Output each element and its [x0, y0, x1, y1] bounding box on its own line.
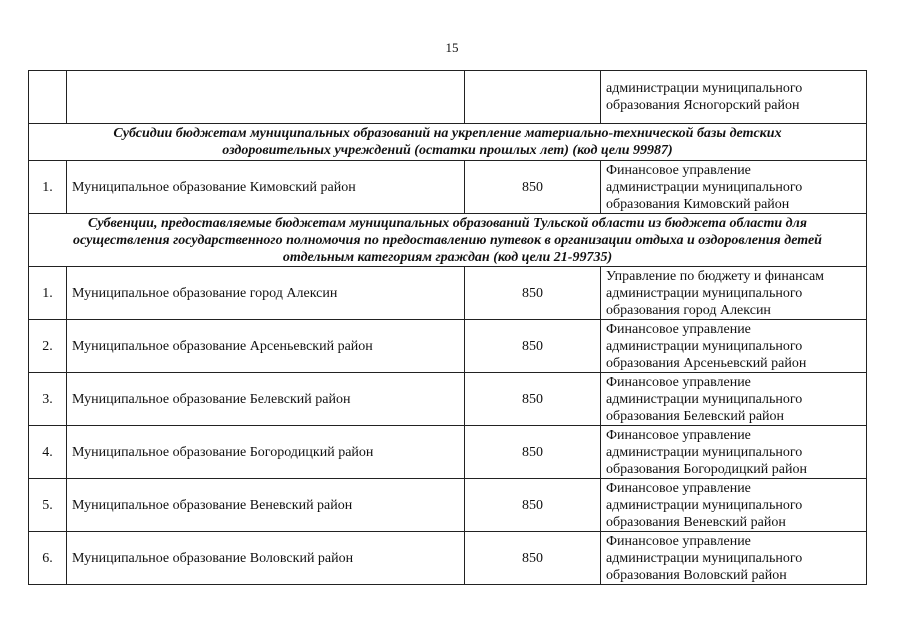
- code-value: 850: [465, 267, 601, 320]
- administrator-line: администрации муниципального: [606, 338, 803, 354]
- section-title: [29, 124, 867, 161]
- row-number: 5.: [29, 479, 67, 532]
- administrator-line: Финансовое управление: [606, 427, 751, 443]
- administrator-name: [601, 373, 867, 426]
- administrator-name: [601, 479, 867, 532]
- administrator-line: образования Арсеньевский район: [606, 355, 807, 371]
- municipality-name: [67, 71, 465, 124]
- table-row: [29, 532, 867, 585]
- administrator-line: администрации муниципального: [606, 444, 803, 460]
- allocation-table: [28, 70, 867, 585]
- section-title-line: Субсидии бюджетам муниципальных образований на укрепление материально-технической базы детских: [113, 126, 782, 141]
- administrator-line: Финансовое управление: [606, 374, 751, 390]
- code-value: [465, 71, 601, 124]
- row-number: 6.: [29, 532, 67, 585]
- section-title: [29, 214, 867, 267]
- table-row: [29, 161, 867, 214]
- administrator-line: администрации муниципального: [606, 285, 803, 301]
- section-title-line: оздоровительных учреждений (остатки прошлых лет) (код цели 99987): [222, 143, 673, 158]
- section-header-row: [29, 124, 867, 161]
- row-number: 3.: [29, 373, 67, 426]
- municipality-name: Муниципальное образование Белевский район: [67, 373, 465, 426]
- administrator-line: администрации муниципального: [606, 497, 803, 513]
- administrator-line: Управление по бюджету и финансам: [606, 268, 825, 284]
- administrator-line: Финансовое управление: [606, 533, 751, 549]
- administrator-name: [601, 532, 867, 585]
- section-title-line: Субвенции, предоставляемые бюджетам муниципальных образований Тульской области из бюджета области для: [88, 215, 807, 231]
- administrator-line: образования Воловский район: [606, 567, 787, 583]
- administrator-name: [601, 320, 867, 373]
- page-number: 15: [445, 40, 459, 55]
- administrator-line: образования Белевский район: [606, 408, 785, 424]
- code-value: 850: [465, 479, 601, 532]
- administrator-line: администрации муниципального: [606, 391, 803, 407]
- administrator-name: [601, 71, 867, 124]
- row-number: 1.: [29, 267, 67, 320]
- table-row: [29, 71, 867, 124]
- table-row: [29, 373, 867, 426]
- row-number: [29, 71, 67, 124]
- code-value: 850: [465, 373, 601, 426]
- section-header-row: [29, 214, 867, 267]
- row-number: 1.: [29, 161, 67, 214]
- municipality-name: Муниципальное образование Арсеньевский район: [67, 320, 465, 373]
- municipality-name: Муниципальное образование Воловский район: [67, 532, 465, 585]
- table-row: [29, 267, 867, 320]
- administrator-line: администрации муниципального: [606, 550, 803, 566]
- administrator-line: Финансовое управление: [606, 162, 751, 178]
- table-row: [29, 426, 867, 479]
- administrator-name: [601, 161, 867, 214]
- municipality-name: Муниципальное образование Веневский район: [67, 479, 465, 532]
- row-number: 4.: [29, 426, 67, 479]
- table-row: [29, 479, 867, 532]
- municipality-name: Муниципальное образование город Алексин: [67, 267, 465, 320]
- administrator-line: Финансовое управление: [606, 480, 751, 496]
- administrator-name: [601, 267, 867, 320]
- administrator-line: образования Веневский район: [606, 514, 786, 530]
- administrator-line: Финансовое управление: [606, 321, 751, 337]
- code-value: 850: [465, 161, 601, 214]
- section-title-line: отдельным категориям граждан (код цели 21-99735): [282, 249, 613, 265]
- row-number: 2.: [29, 320, 67, 373]
- administrator-name: [601, 426, 867, 479]
- administrator-line: образования Богородицкий район: [606, 461, 807, 477]
- administrator-line: администрации муниципального: [606, 81, 803, 96]
- administrator-line: образования Кимовский район: [606, 196, 790, 212]
- code-value: 850: [465, 426, 601, 479]
- municipality-name: Муниципальное образование Богородицкий район: [67, 426, 465, 479]
- administrator-line: образования Ясногорский район: [606, 98, 800, 113]
- administrator-line: администрации муниципального: [606, 179, 803, 195]
- table-row: [29, 320, 867, 373]
- municipality-name: Муниципальное образование Кимовский район: [67, 161, 465, 214]
- section-title-line: осуществления государственного полномочия по предоставлению путевок в организации отдыха и оздоровления детей: [73, 232, 822, 248]
- code-value: 850: [465, 320, 601, 373]
- code-value: 850: [465, 532, 601, 585]
- administrator-line: образования город Алексин: [606, 302, 771, 318]
